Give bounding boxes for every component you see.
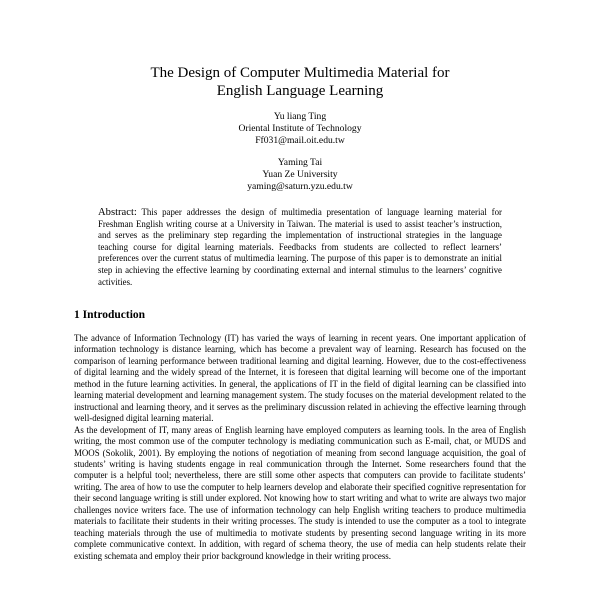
author-email: yaming@saturn.yzu.edu.tw: [247, 180, 353, 192]
paragraph: The advance of Information Technology (IT) has varied the ways of learning in recent years. One important application of information technology is distance learning, which has become a prevalent way of learning. Research has focused on the comparison of learning performance between traditional learning and digital learning. However, due to the cost-effectiveness of digital learning and the widely spread of the Internet, it is foreseen that digital learning will become one of the important method in the future learning activities. In general, the applications of IT in the field of digital learning can be classified into learning material development and learning management system. The study focuses on the material development related to the instructional and learning theory, and it serves as the preliminary discussion related in achieving the effective learning through well-designed digital learning material.: [74, 333, 526, 424]
author-name: Yaming Tai: [277, 157, 323, 168]
paper-title: [0, 64, 600, 100]
author-block-1: [0, 111, 600, 146]
author-affiliation: Oriental Institute of Technology: [238, 122, 362, 134]
title-line-1: The Design of Computer Multimedia Material for: [150, 65, 450, 81]
author-name: Yu liang Ting: [273, 111, 327, 122]
introduction-body: [74, 333, 526, 562]
abstract-label: Abstract:: [98, 207, 137, 218]
author-email: Ff031@mail.oit.edu.tw: [255, 134, 345, 146]
abstract-text: This paper addresses the design of multimedia presentation of language learning material for Freshman English writing course at a University in Taiwan. The material is used to assist teacher’s instruction, and serves as the preliminary step regarding the implementation of instructional strategies in the language teaching course for digital learning materials. Feedbacks from students are collected to reflect learners’ preferences over the current status of multimedia learning. The purpose of this paper is to demonstrate an initial step in achieving the effective learning by coordinating external and internal stimulus to the learners’ cognitive activities.: [98, 207, 502, 287]
title-line-2: English Language Learning: [216, 83, 384, 99]
author-affiliation: Yuan Ze University: [262, 168, 338, 180]
abstract: [98, 207, 502, 288]
section-heading-introduction: 1 Introduction: [74, 309, 146, 321]
author-block-2: [0, 157, 600, 192]
paragraph: As the development of IT, many areas of English learning have employed computers as learning tools. In the area of English writing, the most common use of the computer technology is mediating communication such as E-mail, chat, or MUDS and MOOS (Sokolik, 2001). By employing the notions of negotiation of meaning from second language acquisition, the goal of students’ writing is having students engage in real communication through the Internet. Some researchers found that the computer is a helpful tool; nevertheless, there are still some other aspects that computers can provide to facilitate students’ writing. The area of how to use the computer to help learners develop and elaborate their specified cognitive representation for their second language writing is still under explored. Not knowing how to start writing and what to write are always two major challenges novice writers face. The use of information technology can help English writing teachers to produce multimedia materials to facilitate their students in their writing processes. The study is intended to use the computer as a tool to integrate teaching materials through the use of multimedia to motivate students by presenting second language writing in its more complete communicative context. In addition, with regard of schema theory, the use of media can help students relate their existing schemata and employ their prior background knowledge in their writing process.: [74, 424, 526, 561]
